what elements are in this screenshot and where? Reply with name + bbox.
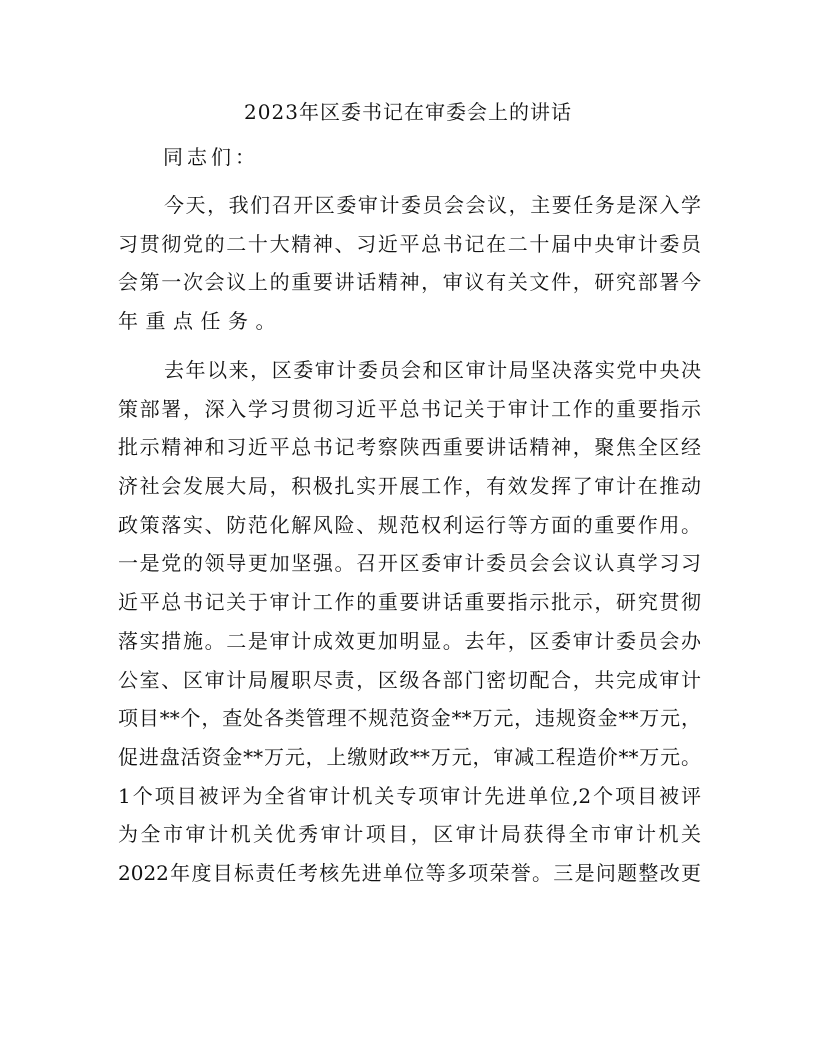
text-line: 今天，我们召开区委审计委员会会议，主要任务是深入学 bbox=[164, 193, 701, 217]
text-line: 项目**个，查处各类管理不规范资金**万元，违规资金**万元， bbox=[118, 706, 701, 731]
text-line: 2022年度目标责任考核先进单位等多项荣誉。三是问题整改更 bbox=[118, 860, 701, 885]
salutation: 同志们： bbox=[163, 145, 259, 169]
text-line: 济社会发展大局，积极扎实开展工作，有效发挥了审计在推动 bbox=[118, 474, 701, 499]
text-line: 一是党的领导更加坚强。召开区委审计委员会会议认真学习习 bbox=[118, 551, 701, 576]
text-line: 会第一次会议上的重要讲话精神，审议有关文件，研究部署今 bbox=[118, 270, 701, 295]
text-line: 促进盘活资金**万元，上缴财政**万元，审减工程造价**万元。 bbox=[118, 744, 701, 769]
text-line: 政策落实、防范化解风险、规范权利运行等方面的重要作用。 bbox=[118, 512, 701, 537]
paragraph-2 bbox=[118, 351, 701, 893]
text-line: 近平总书记关于审计工作的重要讲话重要指示批示，研究贯彻 bbox=[118, 590, 701, 615]
text-line: 1个项目被评为全省审计机关专项审计先进单位,2个项目被评 bbox=[118, 783, 701, 808]
text-line: 为全市审计机关优秀审计项目，区审计局获得全市审计机关 bbox=[118, 822, 701, 847]
paragraph-1 bbox=[118, 186, 701, 341]
text-line: 落实措施。二是审计成效更加明显。去年，区委审计委员会办 bbox=[118, 628, 701, 653]
text-line: 公室、区审计局履职尽责，区级各部门密切配合，共完成审计 bbox=[118, 667, 701, 692]
text-line: 习贯彻党的二十大精神、习近平总书记在二十届中央审计委员 bbox=[118, 231, 701, 256]
text-line: 批示精神和习近平总书记考察陕西重要讲话精神，聚焦全区经 bbox=[118, 435, 701, 460]
text-line: 策部署，深入学习贯彻习近平总书记关于审计工作的重要指示 bbox=[118, 396, 701, 421]
document-title: 2023年区委书记在审委会上的讲话 bbox=[244, 100, 572, 124]
text-line: 去年以来，区委审计委员会和区审计局坚决落实党中央决 bbox=[164, 358, 701, 382]
text-line: 年重点任务。 bbox=[118, 309, 283, 334]
